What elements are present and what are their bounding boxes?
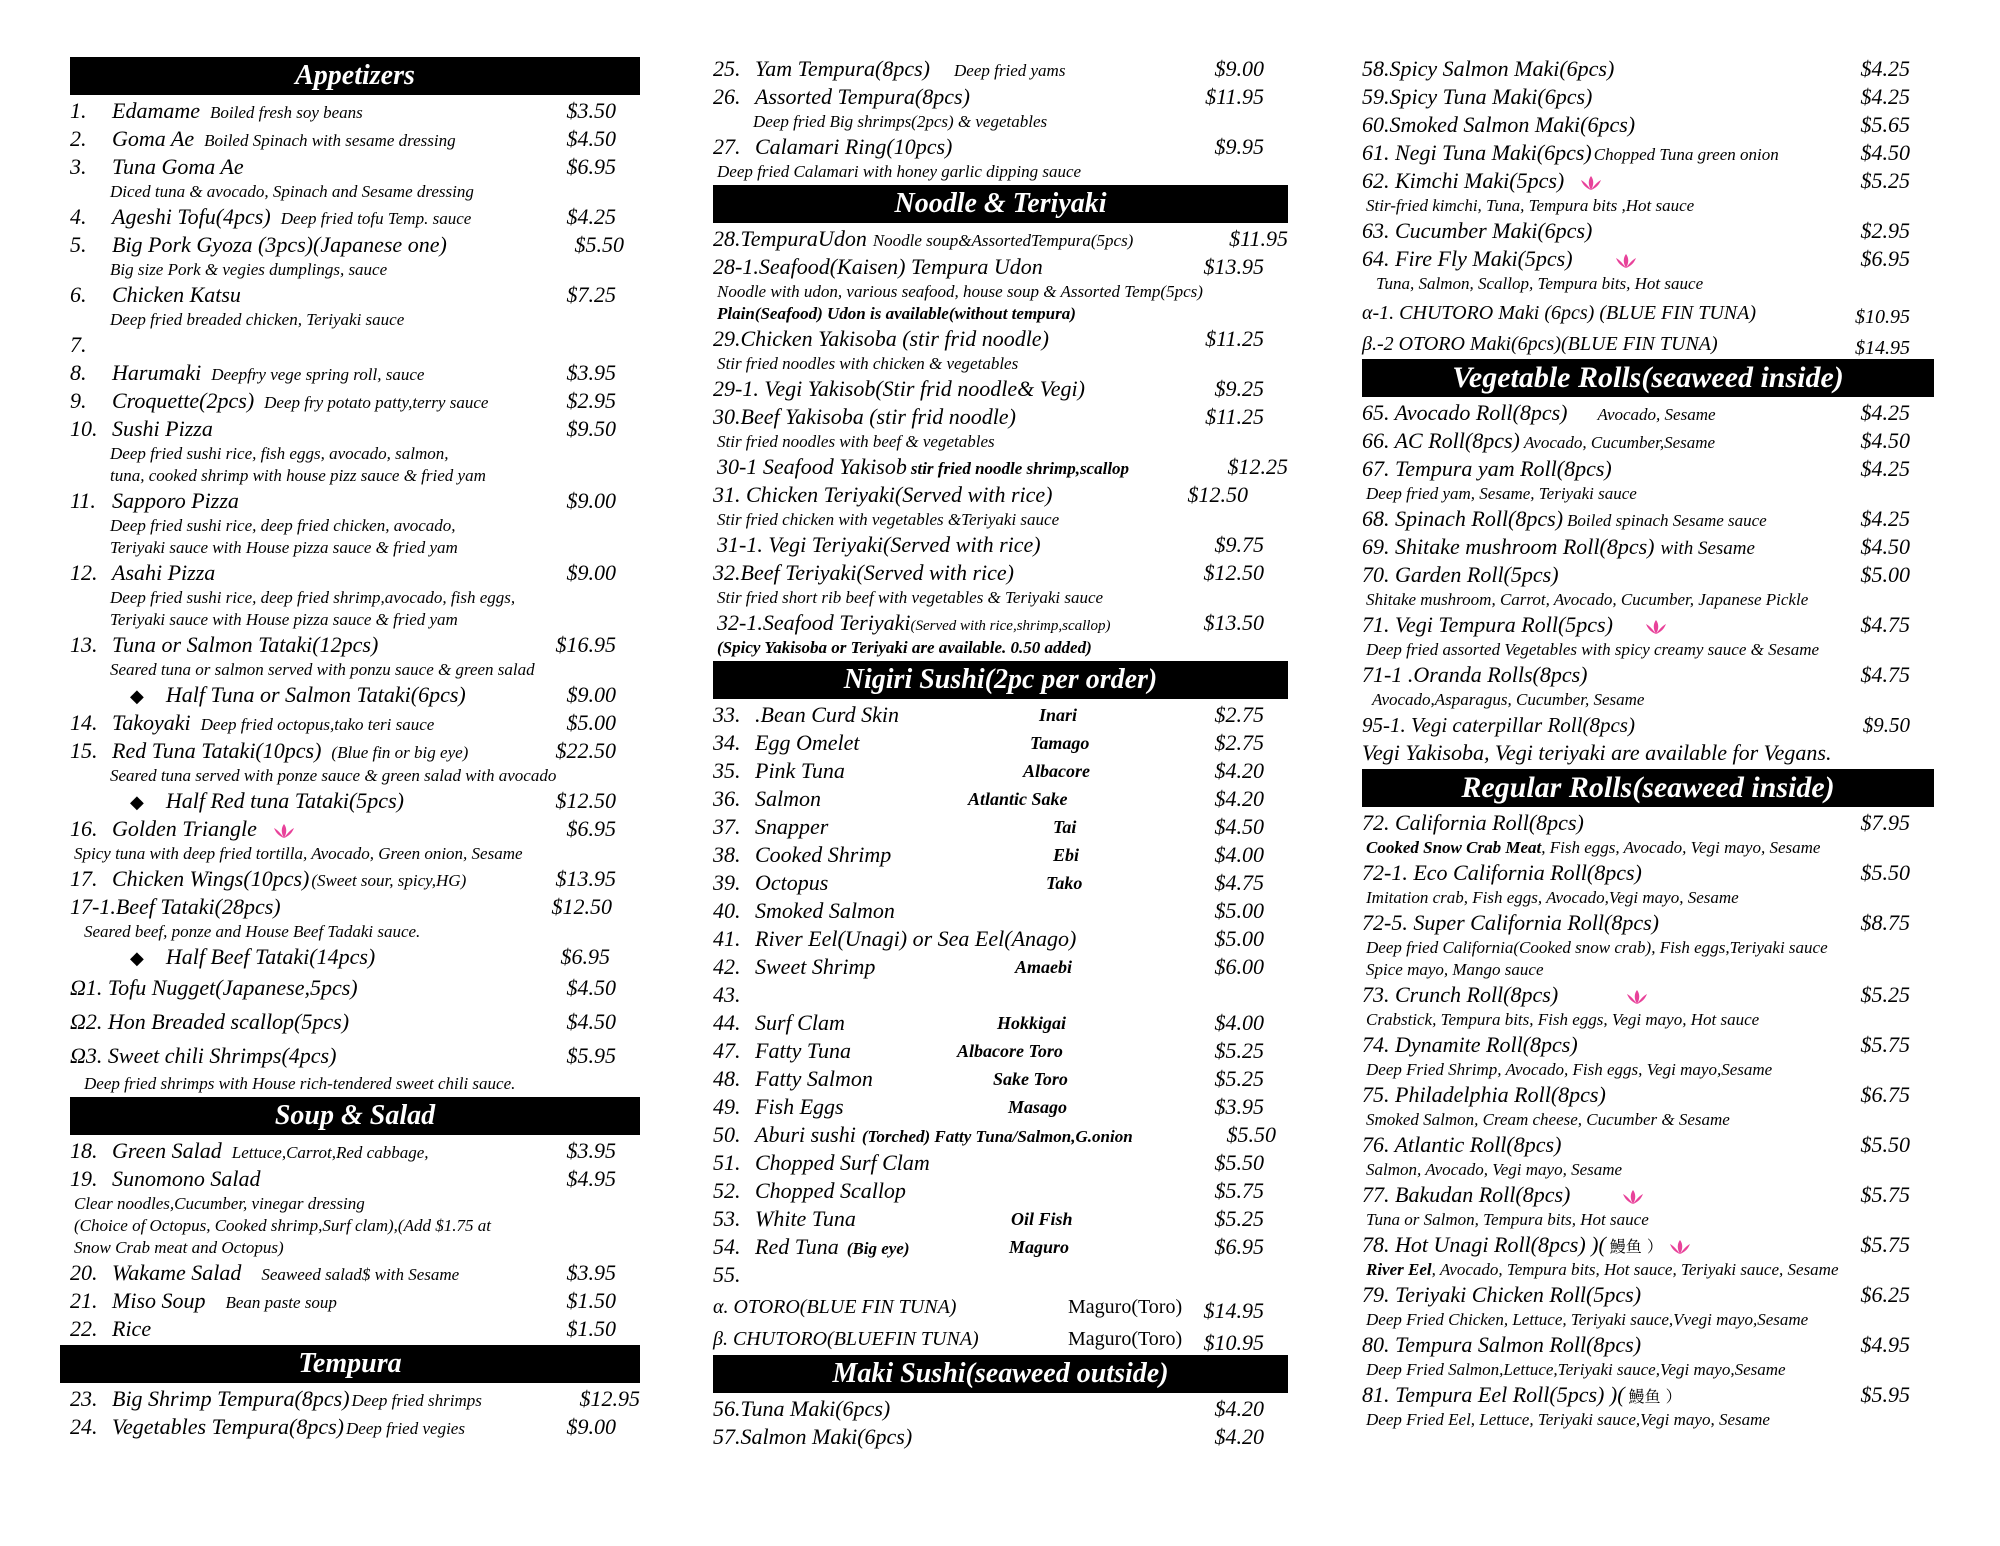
- item-description: Deep fried sushi rice, fish eggs, avocado, salmon,: [110, 444, 449, 463]
- item-description: Deep fried breaded chicken, Teriyaki sauce: [110, 310, 405, 329]
- nigiri-40: 40. Smoked Salmon $5.00: [713, 898, 1264, 923]
- item-description: Avocado,Asparagus, Cucumber, Sesame: [1372, 690, 1645, 709]
- item-description: Seared tuna served with ponze sauce & green salad with avocado: [110, 766, 557, 785]
- nigiri-41: 41. River Eel(Unagi) or Sea Eel(Anago) $5.00: [713, 926, 1264, 951]
- nigiri-beta: β. CHUTORO(BLUEFIN TUNA) Maguro(Toro) $10.95: [713, 1328, 1264, 1355]
- section-header-appetizers: Appetizers: [70, 57, 640, 95]
- column-middle: [713, 55, 1288, 1451]
- nigiri-43: 43.: [713, 982, 741, 1007]
- vegan-note: Vegi Yakisoba, Vegi teriyaki are available for Vegans.: [1362, 740, 1832, 765]
- item-description: Snow Crab meat and Octopus): [74, 1238, 284, 1257]
- roll-68: 68. Spinach Roll(8pcs) Boiled spinach Sesame sauce $4.25: [1362, 506, 1910, 531]
- maki-56: 56.Tuna Maki(6pcs) $4.20: [713, 1396, 1264, 1421]
- nigiri-47: 47. Fatty Tuna Albacore Toro $5.25: [713, 1038, 1264, 1063]
- spicy-lotus-icon: [1643, 619, 1669, 635]
- section-header-noodle-teriyaki: Noodle & Teriyaki: [713, 185, 1288, 223]
- menu-item-omega-2: Ω2. Hon Breaded scallop(5pcs) $4.50: [70, 1009, 616, 1034]
- menu-item-1: 1. Edamame Boiled fresh soy beans $3.50: [70, 98, 616, 123]
- menu-item-16: 16. Golden Triangle $6.95: [70, 816, 616, 841]
- menu-item-14: 14. Takoyaki Deep fried octopus,tako teri sauce $5.00: [70, 710, 616, 735]
- roll-77: 77. Bakudan Roll(8pcs) $5.75: [1362, 1182, 1910, 1207]
- item-note: Plain(Seafood) Udon is available(without tempura): [717, 304, 1076, 323]
- nigiri-49: 49. Fish Eggs Masago $3.95: [713, 1094, 1264, 1119]
- nigiri-34: 34. Egg Omelet Tamago $2.75: [713, 730, 1264, 755]
- menu-item-4: 4. Ageshi Tofu(4pcs) Deep fried tofu Temp. sauce $4.25: [70, 204, 616, 229]
- menu-item-30-1: 30-1 Seafood Yakisob stir fried noodle shrimp,scallop $12.25: [717, 454, 1288, 479]
- section-header-regular-rolls: Regular Rolls(seaweed inside): [1362, 769, 1934, 807]
- menu-item-28: 28.TempuraUdon Noodle soup&AssortedTempura(5pcs) $11.95: [713, 226, 1288, 251]
- item-description: Deep Fried Eel, Lettuce, Teriyaki sauce,Vegi mayo, Sesame: [1366, 1410, 1770, 1429]
- roll-66: 66. AC Roll(8pcs) Avocado, Cucumber,Sesame $4.50: [1362, 428, 1910, 453]
- nigiri-53: 53. White Tuna Oil Fish $5.25: [713, 1206, 1264, 1231]
- menu-item-26: 26. Assorted Tempura(8pcs) $11.95: [713, 84, 1264, 109]
- roll-78: 78. Hot Unagi Roll(8pcs) )( 鰻鱼 ） $5.75: [1362, 1232, 1910, 1257]
- section-header-vegetable-rolls: Vegetable Rolls(seaweed inside): [1362, 359, 1934, 397]
- nigiri-55: 55.: [713, 1262, 741, 1287]
- item-description: Noodle with udon, various seafood, house soup & Assorted Temp(5pcs): [717, 282, 1203, 301]
- menu-item-17-1-half: ◆ Half Beef Tataki(14pcs) $6.95: [130, 943, 640, 971]
- nigiri-33: 33. .Bean Curd Skin Inari $2.75: [713, 702, 1264, 727]
- item-description: Tuna, Salmon, Scallop, Tempura bits, Hot sauce: [1376, 274, 1704, 293]
- nigiri-50: 50. Aburi sushi (Torched) Fatty Tuna/Salmon,G.onion $5.50: [713, 1122, 1276, 1147]
- menu-item-30: 30.Beef Yakisoba (stir frid noodle) $11.25: [713, 404, 1264, 429]
- spicy-lotus-icon: [1620, 1189, 1646, 1205]
- spicy-lotus-icon: [271, 823, 297, 839]
- nigiri-38: 38. Cooked Shrimp Ebi $4.00: [713, 842, 1264, 867]
- nigiri-54: 54. Red Tuna (Big eye) Maguro $6.95: [713, 1234, 1264, 1259]
- menu-item-5: 5. Big Pork Gyoza (3pcs)(Japanese one) $5.50: [70, 232, 624, 257]
- roll-81: 81. Tempura Eel Roll(5pcs) )( 鰻鱼 ） $5.95: [1362, 1382, 1910, 1407]
- menu-item-15-half: ◆ Half Red tuna Tataki(5pcs) $12.50: [130, 787, 640, 815]
- roll-79: 79. Teriyaki Chicken Roll(5pcs) $6.25: [1362, 1282, 1910, 1307]
- menu-item-27: 27. Calamari Ring(10pcs) $9.95: [713, 134, 1264, 159]
- maki-64: 64. Fire Fly Maki(5pcs) $6.95: [1362, 246, 1910, 271]
- roll-76: 76. Atlantic Roll(8pcs) $5.50: [1362, 1132, 1910, 1157]
- item-description: Stir fried chicken with vegetables &Teriyaki sauce: [717, 510, 1060, 529]
- maki-alpha-1: α-1. CHUTORO Maki (6pcs) (BLUE FIN TUNA) $10.95: [1362, 302, 1910, 328]
- item-description: Spicy tuna with deep fried tortilla, Avocado, Green onion, Sesame: [74, 844, 523, 863]
- item-description: Deep fried assorted Vegetables with spicy creamy sauce & Sesame: [1366, 640, 1820, 659]
- item-description: Deep fried California(Cooked snow crab), Fish eggs,Teriyaki sauce: [1366, 938, 1828, 957]
- item-description: tuna, cooked shrimp with house pizz sauce & fried yam: [110, 466, 486, 485]
- item-description: Diced tuna & avocado, Spinach and Sesame dressing: [110, 182, 474, 201]
- roll-73: 73. Crunch Roll(8pcs) $5.25: [1362, 982, 1910, 1007]
- section-header-soup-salad: Soup & Salad: [70, 1097, 640, 1135]
- menu-item-7: 7.: [70, 332, 87, 357]
- section-header-maki: Maki Sushi(seaweed outside): [713, 1355, 1288, 1393]
- menu-item-8: 8. Harumaki Deepfry vege spring roll, sauce $3.95: [70, 360, 616, 385]
- menu-item-21: 21. Miso Soup Bean paste soup $1.50: [70, 1288, 616, 1313]
- menu-item-32: 32.Beef Teriyaki(Served with rice) $12.50: [713, 560, 1264, 585]
- nigiri-37: 37. Snapper Tai $4.50: [713, 814, 1264, 839]
- menu-item-23: 23. Big Shrimp Tempura(8pcs) Deep fried shrimps $12.95: [70, 1386, 640, 1411]
- maki-58: 58.Spicy Salmon Maki(6pcs) $4.25: [1362, 56, 1910, 81]
- menu-item-6: 6. Chicken Katsu $7.25: [70, 282, 616, 307]
- menu-item-omega-1: Ω1. Tofu Nugget(Japanese,5pcs) $4.50: [70, 975, 616, 1000]
- item-description: Shitake mushroom, Carrot, Avocado, Cucumber, Japanese Pickle: [1366, 590, 1809, 609]
- menu-item-18: 18. Green Salad Lettuce,Carrot,Red cabbage, $3.95: [70, 1138, 616, 1163]
- menu-item-31: 31. Chicken Teriyaki(Served with rice) $12.50: [713, 482, 1248, 507]
- menu-item-19: 19. Sunomono Salad $4.95: [70, 1166, 616, 1191]
- section-header-nigiri: Nigiri Sushi(2pc per order): [713, 661, 1288, 699]
- item-description: Deep Fried Chicken, Lettuce, Teriyaki sauce,Vvegi mayo,Sesame: [1366, 1310, 1809, 1329]
- item-description: Imitation crab, Fish eggs, Avocado,Vegi mayo, Sesame: [1366, 888, 1739, 907]
- item-description: (Choice of Octopus, Cooked shrimp,Surf clam),(Add $1.75 at: [74, 1216, 491, 1235]
- item-note: (Spicy Yakisoba or Teriyaki are available. 0.50 added): [717, 638, 1092, 657]
- item-description: River Eel, Avocado, Tempura bits, Hot sauce, Teriyaki sauce, Sesame: [1366, 1260, 1839, 1279]
- item-description: Crabstick, Tempura bits, Fish eggs, Vegi mayo, Hot sauce: [1366, 1010, 1760, 1029]
- menu-item-17-1: 17-1.Beef Tataki(28pcs) $12.50: [70, 894, 612, 919]
- nigiri-51: 51. Chopped Surf Clam $5.50: [713, 1150, 1264, 1175]
- menu-item-13: 13. Tuna or Salmon Tataki(12pcs) $16.95: [70, 632, 616, 657]
- maki-62: 62. Kimchi Maki(5pcs) $5.25: [1362, 168, 1910, 193]
- item-description: Salmon, Avocado, Vegi mayo, Sesame: [1366, 1160, 1623, 1179]
- item-description: Stir-fried kimchi, Tuna, Tempura bits ,Hot sauce: [1366, 196, 1695, 215]
- roll-75: 75. Philadelphia Roll(8pcs) $6.75: [1362, 1082, 1910, 1107]
- item-description: Teriyaki sauce with House pizza sauce & fried yam: [110, 538, 458, 557]
- menu-item-22: 22. Rice $1.50: [70, 1316, 616, 1341]
- roll-69: 69. Shitake mushroom Roll(8pcs) with Sesame $4.50: [1362, 534, 1910, 559]
- item-description: Deep fried yam, Sesame, Teriyaki sauce: [1366, 484, 1637, 503]
- spicy-lotus-icon: [1578, 175, 1604, 191]
- item-description: Stir fried short rib beef with vegetables & Teriyaki sauce: [717, 588, 1104, 607]
- item-description: Teriyaki sauce with House pizza sauce & fried yam: [110, 610, 458, 629]
- menu-item-29: 29.Chicken Yakisoba (stir frid noodle) $11.25: [713, 326, 1264, 351]
- menu-item-12: 12. Asahi Pizza $9.00: [70, 560, 616, 585]
- menu-item-3: 3. Tuna Goma Ae $6.95: [70, 154, 616, 179]
- menu-item-10: 10. Sushi Pizza $9.50: [70, 416, 616, 441]
- roll-72: 72. California Roll(8pcs) $7.95: [1362, 810, 1910, 835]
- menu-item-25: 25. Yam Tempura(8pcs) Deep fried yams $9.00: [713, 56, 1264, 81]
- item-description: Big size Pork & vegies dumplings, sauce: [110, 260, 388, 279]
- menu-item-32-1: 32-1.Seafood Teriyaki(Served with rice,shrimp,scallop) $13.50: [717, 610, 1264, 635]
- item-description: Cooked Snow Crab Meat, Fish eggs, Avocado, Vegi mayo, Sesame: [1366, 838, 1821, 857]
- nigiri-44: 44. Surf Clam Hokkigai $4.00: [713, 1010, 1264, 1035]
- roll-71-1: 71-1 .Oranda Rolls(8pcs) $4.75: [1362, 662, 1910, 687]
- item-description: Deep fried Big shrimps(2pcs) & vegetables: [753, 112, 1048, 131]
- item-description: Deep Fried Salmon,Lettuce,Teriyaki sauce,Vegi mayo,Sesame: [1366, 1360, 1786, 1379]
- menu-item-omega-3: Ω3. Sweet chili Shrimps(4pcs) $5.95: [70, 1043, 616, 1068]
- maki-beta-2: β.-2 OTORO Maki(6pcs)(BLUE FIN TUNA) $14.95: [1362, 333, 1910, 359]
- item-description: Deep fried sushi rice, deep fried shrimp,avocado, fish eggs,: [110, 588, 516, 607]
- item-description: Smoked Salmon, Cream cheese, Cucumber & Sesame: [1366, 1110, 1730, 1129]
- menu-item-13-half: ◆ Half Tuna or Salmon Tataki(6pcs) $9.00: [130, 681, 640, 709]
- item-description: Deep fried shrimps with House rich-tendered sweet chili sauce.: [84, 1074, 516, 1093]
- menu-item-9: 9. Croquette(2pcs) Deep fry potato patty,terry sauce $2.95: [70, 388, 616, 413]
- menu-item-29-1: 29-1. Vegi Yakisob(Stir frid noodle& Vegi) $9.25: [713, 376, 1264, 401]
- menu-item-11: 11. Sapporo Pizza $9.00: [70, 488, 616, 513]
- item-description: Seared beef, ponze and House Beef Tadaki sauce.: [84, 922, 421, 941]
- item-description: Spice mayo, Mango sauce: [1366, 960, 1544, 979]
- roll-72-1: 72-1. Eco California Roll(8pcs) $5.50: [1362, 860, 1910, 885]
- item-description: Seared tuna or salmon served with ponzu sauce & green salad: [110, 660, 535, 679]
- maki-61: 61. Negi Tuna Maki(6pcs) Chopped Tuna green onion $4.50: [1362, 140, 1910, 165]
- menu-item-24: 24. Vegetables Tempura(8pcs) Deep fried vegies $9.00: [70, 1414, 616, 1439]
- item-description: Deep fried Calamari with honey garlic dipping sauce: [717, 162, 1082, 181]
- spicy-lotus-icon: [1613, 253, 1639, 269]
- item-description: Tuna or Salmon, Tempura bits, Hot sauce: [1366, 1210, 1649, 1229]
- roll-74: 74. Dynamite Roll(8pcs) $5.75: [1362, 1032, 1910, 1057]
- item-description: Deep Fried Shrimp, Avocado, Fish eggs, Vegi mayo,Sesame: [1366, 1060, 1773, 1079]
- nigiri-48: 48. Fatty Salmon Sake Toro $5.25: [713, 1066, 1264, 1091]
- roll-70: 70. Garden Roll(5pcs) $5.00: [1362, 562, 1910, 587]
- maki-59: 59.Spicy Tuna Maki(6pcs) $4.25: [1362, 84, 1910, 109]
- roll-67: 67. Tempura yam Roll(8pcs) $4.25: [1362, 456, 1910, 481]
- item-description: Clear noodles,Cucumber, vinegar dressing: [74, 1194, 365, 1213]
- maki-57: 57.Salmon Maki(6pcs) $4.20: [713, 1424, 1264, 1449]
- spicy-lotus-icon: [1624, 989, 1650, 1005]
- menu-item-28-1: 28-1.Seafood(Kaisen) Tempura Udon $13.95: [713, 254, 1264, 279]
- menu-item-31-1: 31-1. Vegi Teriyaki(Served with rice) $9.75: [717, 532, 1264, 557]
- nigiri-42: 42. Sweet Shrimp Amaebi $6.00: [713, 954, 1264, 979]
- roll-80: 80. Tempura Salmon Roll(8pcs) $4.95: [1362, 1332, 1910, 1357]
- item-description: Stir fried noodles with chicken & vegetables: [717, 354, 1019, 373]
- spicy-lotus-icon: [1667, 1239, 1693, 1255]
- menu-item-17: 17. Chicken Wings(10pcs) (Sweet sour, spicy,HG) $13.95: [70, 866, 616, 891]
- menu-item-20: 20. Wakame Salad Seaweed salad$ with Sesame $3.95: [70, 1260, 616, 1285]
- section-header-tempura: Tempura: [60, 1345, 640, 1383]
- maki-60: 60.Smoked Salmon Maki(6pcs) $5.65: [1362, 112, 1910, 137]
- nigiri-36: 36. Salmon Atlantic Sake $4.20: [713, 786, 1264, 811]
- nigiri-52: 52. Chopped Scallop $5.75: [713, 1178, 1264, 1203]
- maki-63: 63. Cucumber Maki(6pcs) $2.95: [1362, 218, 1910, 243]
- menu-item-2: 2. Goma Ae Boiled Spinach with sesame dressing $4.50: [70, 126, 616, 151]
- roll-65: 65. Avocado Roll(8pcs) Avocado, Sesame $4.25: [1362, 400, 1910, 425]
- column-right: [1362, 55, 1934, 1431]
- column-left: [70, 55, 640, 1441]
- nigiri-35: 35. Pink Tuna Albacore $4.20: [713, 758, 1264, 783]
- item-description: Stir fried noodles with beef & vegetables: [717, 432, 995, 451]
- roll-95-1: 95-1. Vegi caterpillar Roll(8pcs) $9.50: [1362, 713, 1910, 737]
- nigiri-alpha: α. OTORO(BLUE FIN TUNA) Maguro(Toro) $14.95: [713, 1296, 1264, 1323]
- menu-item-15: 15. Red Tuna Tataki(10pcs) (Blue fin or big eye) $22.50: [70, 738, 616, 763]
- roll-71: 71. Vegi Tempura Roll(5pcs) $4.75: [1362, 612, 1910, 637]
- roll-72-5: 72-5. Super California Roll(8pcs) $8.75: [1362, 910, 1910, 935]
- item-description: Deep fried sushi rice, deep fried chicken, avocado,: [110, 516, 456, 535]
- nigiri-39: 39. Octopus Tako $4.75: [713, 870, 1264, 895]
